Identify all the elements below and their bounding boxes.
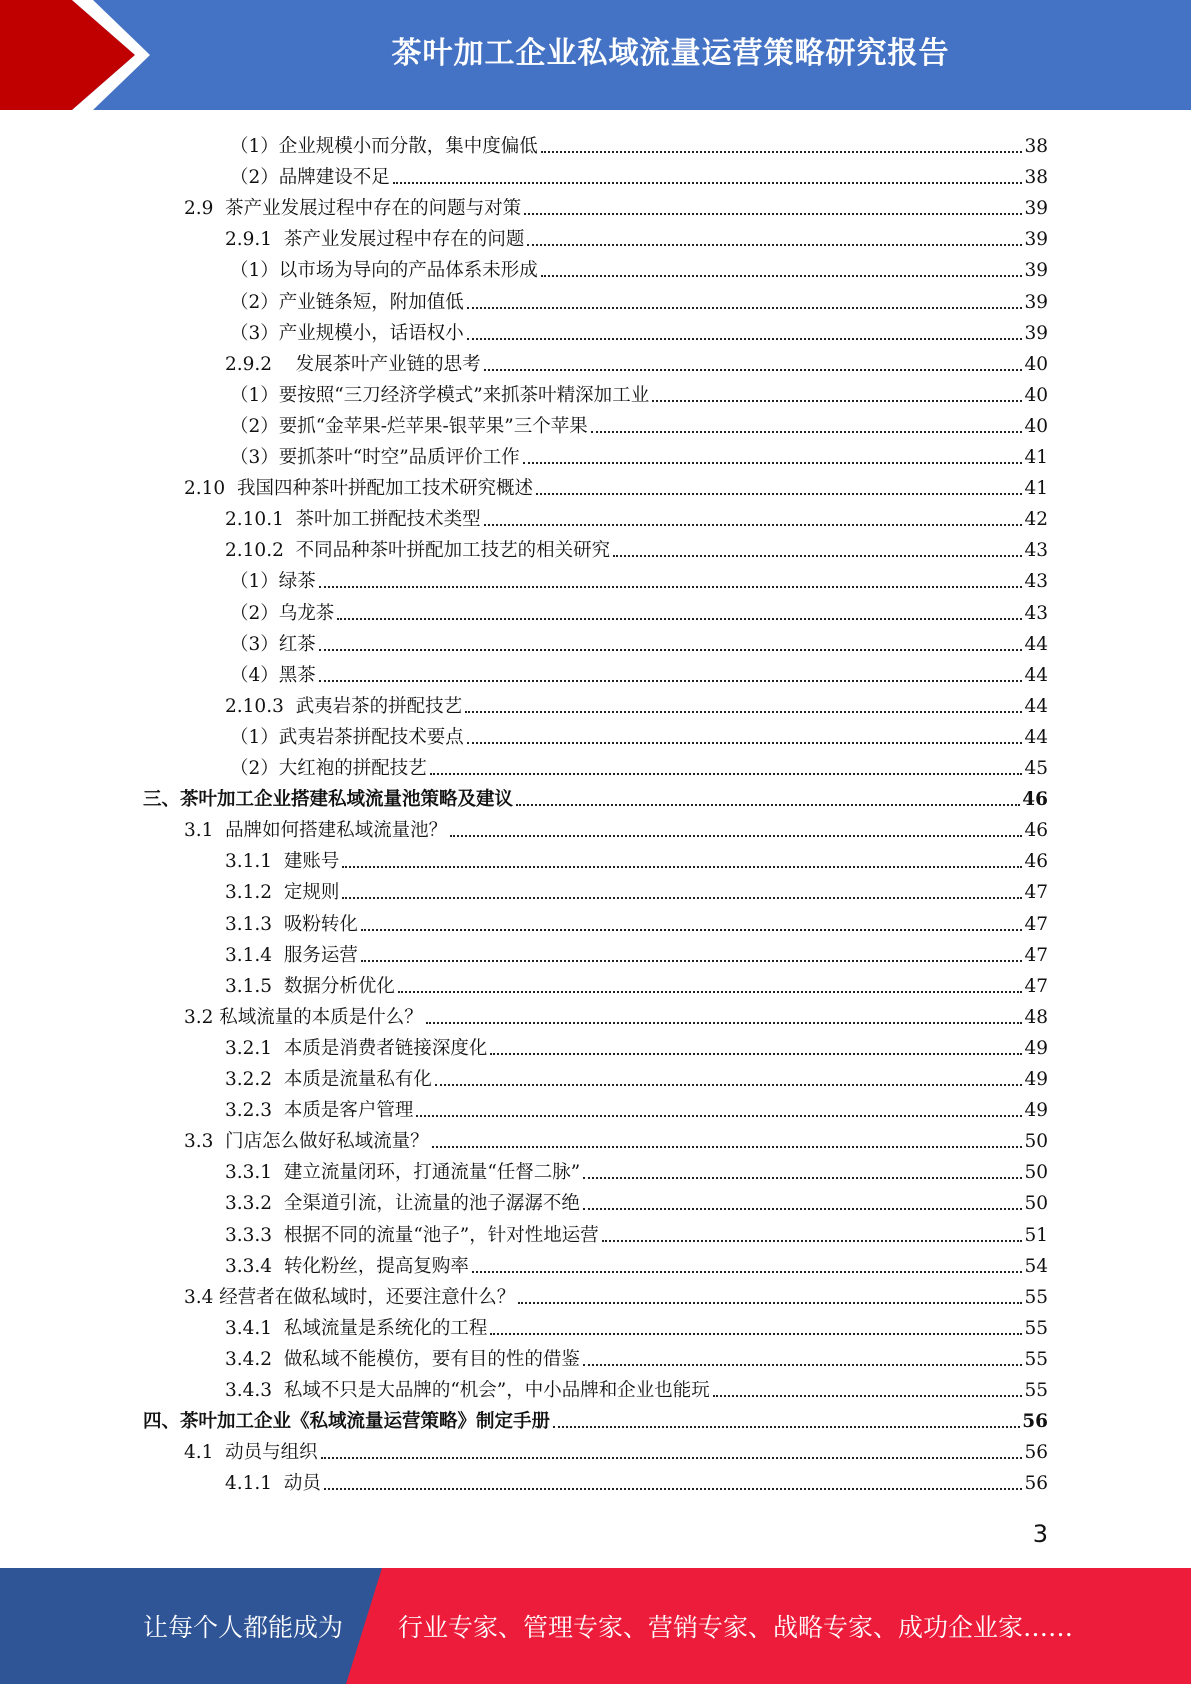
toc-entry-page: 55 (1024, 1317, 1048, 1339)
toc-entry-title: 2.9.1 茶产业发展过程中存在的问题 (225, 229, 525, 251)
toc-entry[interactable] (225, 936, 1048, 967)
toc-entry-title: 2.10.2 不同品种茶叶拼配加工技艺的相关研究 (225, 540, 611, 562)
toc-entry-page: 47 (1024, 882, 1048, 904)
toc-entry-page: 44 (1024, 695, 1048, 717)
toc-leader-dots (337, 618, 1022, 620)
toc-entry[interactable] (225, 687, 1048, 718)
toc-entry-title: （1）绿茶 (230, 571, 316, 593)
toc-entry-page: 40 (1024, 384, 1048, 406)
report-title: 茶叶加工企业私域流量运营策略研究报告 (391, 36, 950, 71)
toc-entry-page: 46 (1022, 789, 1048, 811)
toc-leader-dots (613, 555, 1022, 557)
toc-leader-dots (342, 866, 1022, 868)
toc-entry-title: 2.10.3 武夷岩茶的拼配技艺 (225, 695, 463, 717)
toc-leader-dots (602, 1240, 1023, 1242)
toc-entry-page: 54 (1024, 1255, 1048, 1277)
toc-entry[interactable] (225, 1153, 1048, 1184)
toc-entry-title: 2.10 我国四种茶叶拼配加工技术研究概述 (184, 478, 533, 500)
toc-entry-title: （2）乌龙茶 (230, 602, 335, 624)
toc-leader-dots (430, 773, 1023, 775)
toc-leader-dots (523, 462, 1023, 464)
toc-entry[interactable] (225, 1340, 1048, 1371)
toc-entry-title: （1）武夷岩茶拼配技术要点 (230, 726, 464, 748)
toc-entry[interactable] (143, 1402, 1048, 1433)
toc-leader-dots (541, 151, 1023, 153)
page-number: 3 (1032, 1520, 1048, 1548)
toc-leader-dots (553, 1426, 1020, 1428)
toc-entry-page: 43 (1024, 571, 1048, 593)
toc-entry[interactable] (230, 562, 1048, 593)
toc-leader-dots (467, 742, 1023, 744)
toc-leader-dots (342, 897, 1022, 899)
toc-leader-dots (321, 1457, 1023, 1459)
toc-entry[interactable] (225, 1184, 1048, 1215)
toc-entry-title: 2.9.2 发展茶叶产业链的思考 (225, 353, 481, 375)
toc-entry-title: 3.3.4 转化粉丝，提高复购率 (225, 1255, 469, 1277)
toc-entry-page: 56 (1024, 1442, 1048, 1464)
toc-entry-page: 39 (1024, 291, 1048, 313)
toc-leader-dots (484, 524, 1023, 526)
toc-entry[interactable] (225, 220, 1048, 251)
toc-entry[interactable] (184, 1278, 1048, 1309)
toc-entry[interactable] (225, 1309, 1048, 1340)
toc-entry-page: 39 (1024, 198, 1048, 220)
page-footer (0, 1568, 1191, 1684)
toc-entry[interactable] (230, 251, 1048, 282)
toc-entry-page: 39 (1024, 229, 1048, 251)
toc-entry-title: （2）产业链条短，附加值低 (230, 291, 464, 313)
toc-leader-dots (393, 182, 1023, 184)
toc-entry-title: 3.3.3 根据不同的流量“池子”，针对性地运营 (225, 1224, 599, 1246)
toc-leader-dots (518, 1302, 1022, 1304)
toc-entry[interactable] (230, 283, 1048, 314)
toc-entry-page: 47 (1024, 975, 1048, 997)
toc-entry-page: 56 (1022, 1411, 1048, 1433)
toc-leader-dots (416, 1115, 1022, 1117)
toc-entry-title: 3.1.3 吸粉转化 (225, 913, 358, 935)
toc-leader-dots (524, 213, 1022, 215)
toc-leader-dots (467, 307, 1023, 309)
toc-entry[interactable] (230, 407, 1048, 438)
toc-entry[interactable] (225, 842, 1048, 873)
toc-entry-title: （2）品牌建设不足 (230, 167, 390, 189)
toc-entry[interactable] (184, 189, 1048, 220)
footer-slogan-left: 让每个人都能成为 (143, 1613, 344, 1642)
toc-entry-title: （2）大红袍的拼配技艺 (230, 758, 427, 779)
toc-entry-page: 40 (1024, 415, 1048, 437)
toc-leader-dots (484, 369, 1023, 371)
toc-entry[interactable] (225, 500, 1048, 531)
toc-entry-title: 4.1 动员与组织 (184, 1442, 318, 1464)
toc-entry-page: 44 (1024, 664, 1048, 686)
toc-entry[interactable] (225, 967, 1048, 998)
toc-entry-title: 3.1.1 建账号 (225, 851, 340, 873)
toc-entry-title: （2）要抓“金苹果-烂苹果-银苹果”三个苹果 (230, 415, 588, 437)
toc-entry-title: 3.2.2 本质是流量私有化 (225, 1069, 432, 1090)
toc-entry-title: 3.4.3 私域不只是大品牌的“机会”，中小品牌和企业也能玩 (225, 1380, 710, 1401)
toc-entry-title: 3.4.1 私域流量是系统化的工程 (225, 1317, 488, 1339)
toc-entry-page: 55 (1024, 1380, 1048, 1401)
toc-entry-title: 4.1.1 动员 (225, 1473, 321, 1495)
footer-slogan-right: 行业专家、管理专家、营销专家、战略专家、成功企业家…… (398, 1613, 1074, 1642)
toc-entry-page: 47 (1024, 944, 1048, 966)
toc-leader-dots (426, 1022, 1023, 1024)
toc-entry-page: 39 (1024, 322, 1048, 344)
toc-entry[interactable] (225, 1216, 1048, 1247)
toc-entry-page: 46 (1024, 851, 1048, 873)
toc-entry[interactable] (230, 718, 1048, 749)
toc-entry-title: （3）产业规模小，话语权小 (230, 322, 464, 344)
toc-leader-dots (319, 649, 1023, 651)
toc-entry-title: （1）以市场为导向的产品体系未形成 (230, 260, 538, 282)
toc-leader-dots (583, 1364, 1023, 1366)
toc-leader-dots (319, 586, 1023, 588)
toc-entry-page: 51 (1024, 1224, 1048, 1246)
toc-leader-dots (450, 835, 1022, 837)
toc-entry-title: 3.3.2 全渠道引流，让流量的池子潺潺不绝 (225, 1193, 580, 1215)
toc-entry[interactable] (230, 158, 1048, 189)
toc-entry-title: 3.1 品牌如何搭建私域流量池？ (184, 820, 448, 842)
toc-entry[interactable] (230, 594, 1048, 625)
toc-entry-title: 2.9 茶产业发展过程中存在的问题与对策 (184, 198, 522, 220)
toc-leader-dots (490, 1053, 1022, 1055)
toc-entry[interactable] (230, 314, 1048, 345)
toc-entry-title: 3.1.5 数据分析优化 (225, 975, 395, 997)
toc-leader-dots (432, 1146, 1023, 1148)
toc-entry-title: 三、茶叶加工企业搭建私域流量池策略及建议 (143, 789, 514, 811)
toc-leader-dots (536, 493, 1022, 495)
toc-entry-title: 3.1.4 服务运营 (225, 944, 358, 966)
toc-entry[interactable] (230, 376, 1048, 407)
toc-leader-dots (541, 275, 1023, 277)
toc-leader-dots (516, 804, 1020, 806)
toc-entry[interactable] (184, 998, 1048, 1029)
toc-leader-dots (472, 1271, 1023, 1273)
toc-entry[interactable] (184, 811, 1048, 842)
toc-entry[interactable] (225, 345, 1048, 376)
toc-entry-page: 47 (1024, 913, 1048, 935)
toc-entry[interactable] (184, 1433, 1048, 1464)
toc-entry[interactable] (225, 1371, 1048, 1402)
toc-entry[interactable] (230, 749, 1048, 780)
toc-entry-page: 50 (1024, 1193, 1048, 1215)
toc-entry[interactable] (225, 531, 1048, 562)
toc-entry-title: 四、茶叶加工企业《私域流量运营策略》制定手册 (143, 1411, 551, 1433)
toc-entry[interactable] (143, 780, 1048, 811)
toc-entry-page: 49 (1024, 1037, 1048, 1059)
toc-entry-page: 41 (1024, 447, 1048, 468)
toc-entry-title: （1）要按照“三刀经济学模式”来抓茶叶精深加工业 (230, 384, 650, 406)
toc-entry[interactable] (225, 1464, 1048, 1495)
toc-entry-page: 55 (1024, 1348, 1048, 1370)
toc-entry-title: （3）红茶 (230, 633, 316, 655)
toc-entry[interactable] (225, 1060, 1048, 1091)
toc-entry[interactable] (230, 625, 1048, 656)
toc-entry[interactable] (225, 1091, 1048, 1122)
toc-entry-title: 3.2 私域流量的本质是什么？ (184, 1006, 423, 1028)
toc-entry[interactable] (184, 1122, 1048, 1153)
toc-entry-page: 38 (1024, 167, 1048, 189)
toc-entry[interactable] (225, 905, 1048, 936)
toc-leader-dots (398, 991, 1023, 993)
toc-entry-page: 49 (1024, 1100, 1048, 1122)
toc-entry[interactable] (230, 656, 1048, 687)
toc-entry-page: 39 (1024, 260, 1048, 282)
toc-entry-title: （1）企业规模小而分散，集中度偏低 (230, 136, 538, 157)
toc-entry-page: 44 (1024, 633, 1048, 655)
toc-leader-dots (490, 1333, 1022, 1335)
toc-entry[interactable] (225, 1029, 1048, 1060)
toc-entry-page: 49 (1024, 1069, 1048, 1090)
toc-leader-dots (713, 1395, 1023, 1397)
toc-entry-title: 3.3.1 建立流量闭环，打通流量“任督二脉” (225, 1162, 581, 1184)
toc-entry-title: 3.4 经营者在做私域时，还要注意什么？ (184, 1286, 516, 1308)
toc-entry[interactable] (225, 1247, 1048, 1278)
toc-entry-title: （4）黑茶 (230, 664, 316, 686)
toc-entry-title: 3.3 门店怎么做好私域流量？ (184, 1131, 429, 1153)
toc-entry-title: 2.10.1 茶叶加工拼配技术类型 (225, 509, 481, 531)
toc-entry-page: 42 (1024, 509, 1048, 531)
toc-leader-dots (319, 680, 1023, 682)
toc-entry-page: 55 (1024, 1286, 1048, 1308)
toc-leader-dots (652, 400, 1022, 402)
toc-entry-page: 41 (1024, 478, 1048, 500)
toc-entry-page: 50 (1024, 1131, 1048, 1153)
toc-entry-page: 38 (1024, 136, 1048, 157)
toc-leader-dots (361, 960, 1023, 962)
toc-entry[interactable] (225, 873, 1048, 904)
toc-leader-dots (527, 244, 1022, 246)
toc-entry-page: 46 (1024, 820, 1048, 842)
toc-leader-dots (361, 929, 1023, 931)
toc-leader-dots (591, 431, 1023, 433)
toc-entry-page: 43 (1024, 540, 1048, 562)
page-header (0, 0, 1191, 110)
toc-entry-page: 56 (1024, 1473, 1048, 1495)
toc-leader-dots (465, 711, 1022, 713)
toc-leader-dots (583, 1208, 1023, 1210)
toc-entry-title: 3.2.1 本质是消费者链接深度化 (225, 1037, 488, 1059)
toc-entry[interactable] (230, 438, 1048, 469)
toc-entry[interactable] (184, 469, 1048, 500)
toc-entry-title: 3.2.3 本质是客户管理 (225, 1100, 414, 1122)
toc-entry-page: 50 (1024, 1162, 1048, 1184)
toc-leader-dots (435, 1084, 1023, 1086)
toc-leader-dots (583, 1177, 1022, 1179)
toc-entry-page: 44 (1024, 726, 1048, 748)
toc-entry-page: 40 (1024, 353, 1048, 375)
toc-entry-page: 43 (1024, 602, 1048, 624)
toc-leader-dots (467, 338, 1023, 340)
toc-entry-title: 3.1.2 定规则 (225, 882, 340, 904)
toc-entry-page: 48 (1024, 1006, 1048, 1028)
toc-leader-dots (324, 1488, 1023, 1490)
toc-entry-title: 3.4.2 做私域不能模仿，要有目的性的借鉴 (225, 1348, 580, 1370)
toc-entry-page: 45 (1024, 758, 1048, 779)
toc-entry[interactable] (230, 127, 1048, 158)
toc-entry-title: （3）要抓茶叶“时空”品质评价工作 (230, 447, 520, 468)
